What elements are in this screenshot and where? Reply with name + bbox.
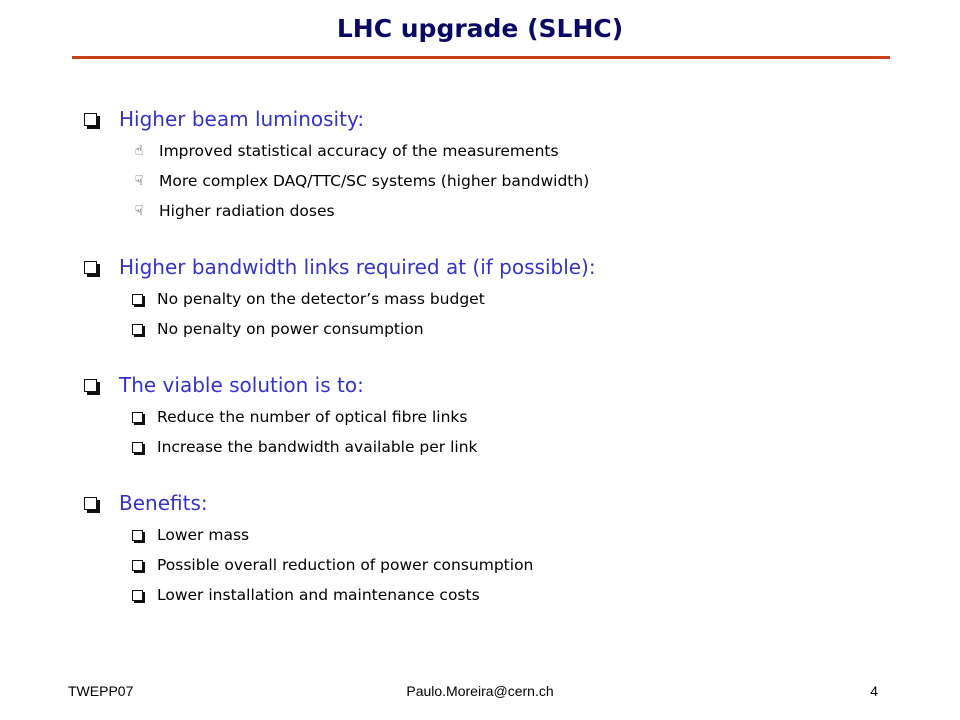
list-item: [132, 520, 920, 550]
checkbox-icon: [132, 590, 143, 601]
slide-content: [80, 102, 920, 634]
section-heading-text: Benefits:: [119, 491, 208, 515]
slide-title: LHC upgrade (SLHC): [336, 14, 624, 43]
title-divider: [72, 56, 890, 59]
list-item: [132, 550, 920, 580]
list-item-text: No penalty on power consumption: [157, 320, 424, 338]
checkbox-icon: [84, 261, 97, 274]
section-heading: [80, 368, 920, 402]
list-item-text: Possible overall reduction of power consumption: [157, 556, 534, 574]
section-heading: [80, 102, 920, 136]
checkbox-icon: [132, 324, 143, 335]
list-item-text: Reduce the number of optical fibre links: [157, 408, 468, 426]
section-heading: [80, 486, 920, 520]
checkbox-icon: [84, 113, 97, 126]
section-heading: [80, 250, 920, 284]
list-item-text: More complex DAQ/TTC/SC systems (higher bandwidth): [159, 172, 590, 190]
list-item-text: Increase the bandwidth available per link: [157, 438, 478, 456]
section-heading-text: Higher beam luminosity:: [119, 107, 365, 131]
section-heading-text: Higher bandwidth links required at (if possible):: [119, 255, 596, 279]
checkbox-icon: [132, 412, 143, 423]
list-item: [132, 314, 920, 344]
list-item-text: Lower installation and maintenance costs: [157, 586, 480, 604]
footer-page-number: 4: [870, 683, 878, 699]
section-benefits: [80, 486, 920, 610]
checkbox-icon: [84, 497, 97, 510]
footer-conference: TWEPP07: [68, 683, 134, 699]
checkbox-icon: [84, 379, 97, 392]
list-item: [132, 402, 920, 432]
list-item: [132, 580, 920, 610]
list-item: [132, 196, 920, 226]
checkbox-icon: [132, 560, 143, 571]
section-bandwidth: [80, 250, 920, 344]
list-item: [132, 432, 920, 462]
footer-email: Paulo.Moreira@cern.ch: [406, 683, 554, 699]
list-item-text: No penalty on the detector’s mass budget: [157, 290, 485, 308]
list-item-text: Higher radiation doses: [159, 202, 335, 220]
list-item: [132, 166, 920, 196]
hand-up-icon: ☝: [134, 143, 144, 159]
hand-down-icon: ☟: [134, 173, 144, 189]
list-item: [132, 136, 920, 166]
hand-down-icon: ☟: [134, 203, 144, 219]
list-item-text: Improved statistical accuracy of the measurements: [159, 142, 559, 160]
list-item-text: Lower mass: [157, 526, 250, 544]
checkbox-icon: [132, 530, 143, 541]
section-luminosity: [80, 102, 920, 226]
checkbox-icon: [132, 442, 143, 453]
section-solution: [80, 368, 920, 462]
checkbox-icon: [132, 294, 143, 305]
section-heading-text: The viable solution is to:: [119, 373, 364, 397]
list-item: [132, 284, 920, 314]
